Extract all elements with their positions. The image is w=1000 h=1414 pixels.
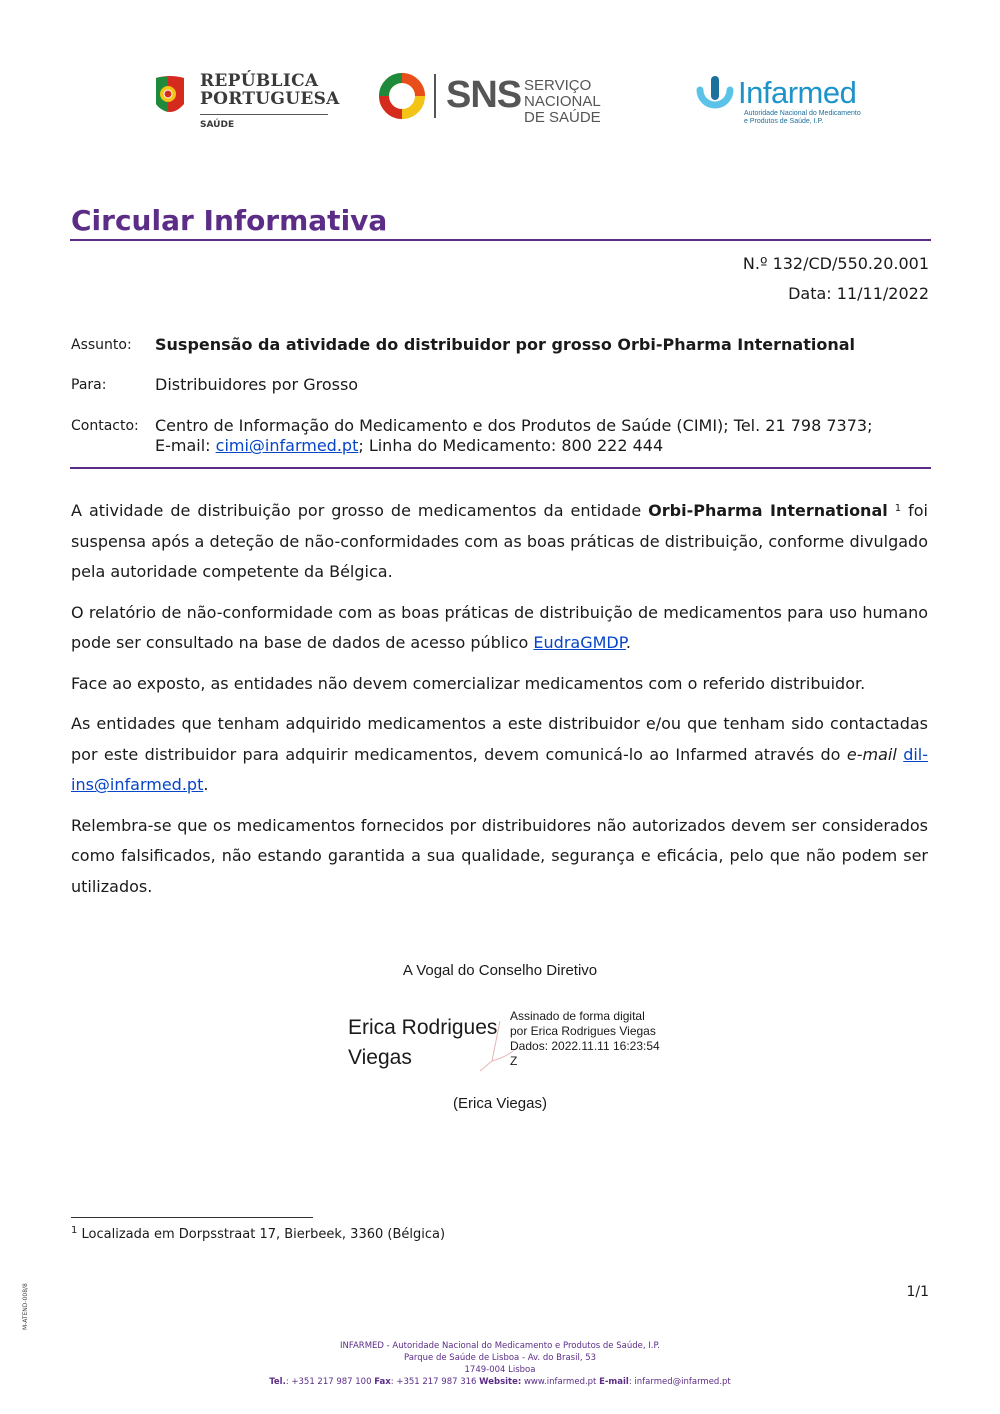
- page-number: 1/1: [906, 1284, 929, 1300]
- infarmed-name: Infarmed: [738, 75, 857, 110]
- meta-divider: [70, 467, 931, 469]
- republica-line2: PORTUGUESA: [200, 89, 340, 109]
- infarmed-sub2: e Produtos de Saúde, I.P.: [744, 118, 824, 125]
- footnote: $^1$ Localizada em Dorpsstraat 17, Bierbeek, 3360 (Bélgica): [71, 1225, 446, 1242]
- republica-sub: SAÚDE: [200, 120, 235, 130]
- infarmed-mark-icon: [694, 74, 736, 118]
- cimi-email-link[interactable]: cimi@infarmed.pt: [215, 436, 359, 455]
- contacto-suffix: ; Linha do Medicamento: 800 222 444: [358, 436, 664, 455]
- assunto-value: Suspensão da atividade do distribuidor por grosso Orbi-Pharma International: [155, 335, 856, 354]
- contacto-value: [155, 416, 872, 456]
- contacto-line1: Centro de Informação do Medicamento e dos Produtos de Saúde (CIMI); Tel. 21 798 7373;: [155, 416, 873, 435]
- infarmed-sub1: Autoridade Nacional do Medicamento: [744, 110, 861, 117]
- footnote-divider: [71, 1217, 313, 1218]
- divider: [434, 74, 436, 118]
- page-footer: INFARMED - Autoridade Nacional do Medicamento e Produtos de Saúde, I.P. Parque de Saúde de Lisboa - Av. do Brasil, 53 1749-004 Lisboa Tel.: +351 217 987 100 Fax: +351 217 987 316 Website: www.infarmed.pt E-mail: infarmed@infarmed.pt: [269, 1341, 731, 1387]
- body-text: [71, 496, 928, 912]
- form-code: M-ATEND-008/8: [22, 1283, 29, 1330]
- digital-signature-name: Erica Rodrigues Viegas: [348, 1016, 498, 1069]
- assunto-label: Assunto:: [71, 337, 132, 353]
- document-date: Data: 11/11/2022: [788, 284, 929, 303]
- reference-number: N.º 132/CD/550.20.001: [742, 254, 929, 273]
- digital-signature-details: Assinado de forma digital por Erica Rodrigues Viegas Dados: 2022.11.11 16:23:54 Z: [510, 1009, 660, 1068]
- paragraph-5: Relembra-se que os medicamentos fornecidos por distribuidores não autorizados devem ser considerados como falsificados, não estando garantida a sua qualidade, segurança e eficácia, pelo que não podem ser utilizados.: [71, 815, 928, 896]
- paragraph-4: As entidades que tenham adquirido medicamentos a este distribuidor e/ou que tenham sido contactadas por este distribuidor para adquirir medicamentos, devem comunicá-lo ao Infarmed através do e-mail dil-ins@infarmed.pt.: [71, 714, 929, 794]
- infarmed-logo: [694, 72, 869, 132]
- sns-line1: SERVIÇO NACIONAL: [524, 77, 601, 110]
- para-label: Para:: [71, 377, 107, 393]
- republica-portuguesa-logo: [152, 72, 352, 134]
- contacto-label: Contacto:: [71, 418, 139, 434]
- para-value: Distribuidores por Grosso: [155, 375, 359, 394]
- dil-ins-email-link[interactable]: dil-ins@infarmed.pt: [71, 744, 929, 794]
- republica-line1: REPÚBLICA: [200, 71, 319, 91]
- entity-name: Orbi-Pharma International: [648, 501, 888, 520]
- paragraph-2: O relatório de não-conformidade com as boas práticas de distribuição de medicamentos para uso humano pode ser consultado na base de dados de acesso público EudraGMDP.: [71, 602, 928, 652]
- paragraph-3: Face ao exposto, as entidades não devem comercializar medicamentos com o referido distribuidor.: [71, 673, 866, 693]
- divider: [200, 114, 328, 115]
- eudragmdp-link[interactable]: EudraGMDP: [533, 633, 626, 652]
- sns-acronym: SNS: [446, 74, 522, 116]
- contacto-email-prefix: E-mail:: [155, 436, 216, 455]
- footnote-ref[interactable]: 1: [894, 503, 902, 514]
- sns-ring-icon: [378, 72, 426, 120]
- paragraph-1: A atividade de distribuição por grosso de medicamentos da entidade Orbi-Pharma International $^1$ foi suspensa após a deteção de não-conformidades com as boas práticas de distribuição, conforme divulgado pela autoridade competente da Bélgica.: [71, 501, 928, 581]
- portugal-flag-icon: [152, 74, 188, 118]
- signatory-printed-name: (Erica Viegas): [453, 1095, 547, 1112]
- sns-logo: [378, 72, 658, 126]
- sns-line2: DE SAÚDE: [524, 109, 601, 126]
- signatory-role: A Vogal do Conselho Diretivo: [402, 962, 598, 979]
- page-title: Circular Informativa: [71, 204, 388, 237]
- title-divider: [70, 239, 931, 241]
